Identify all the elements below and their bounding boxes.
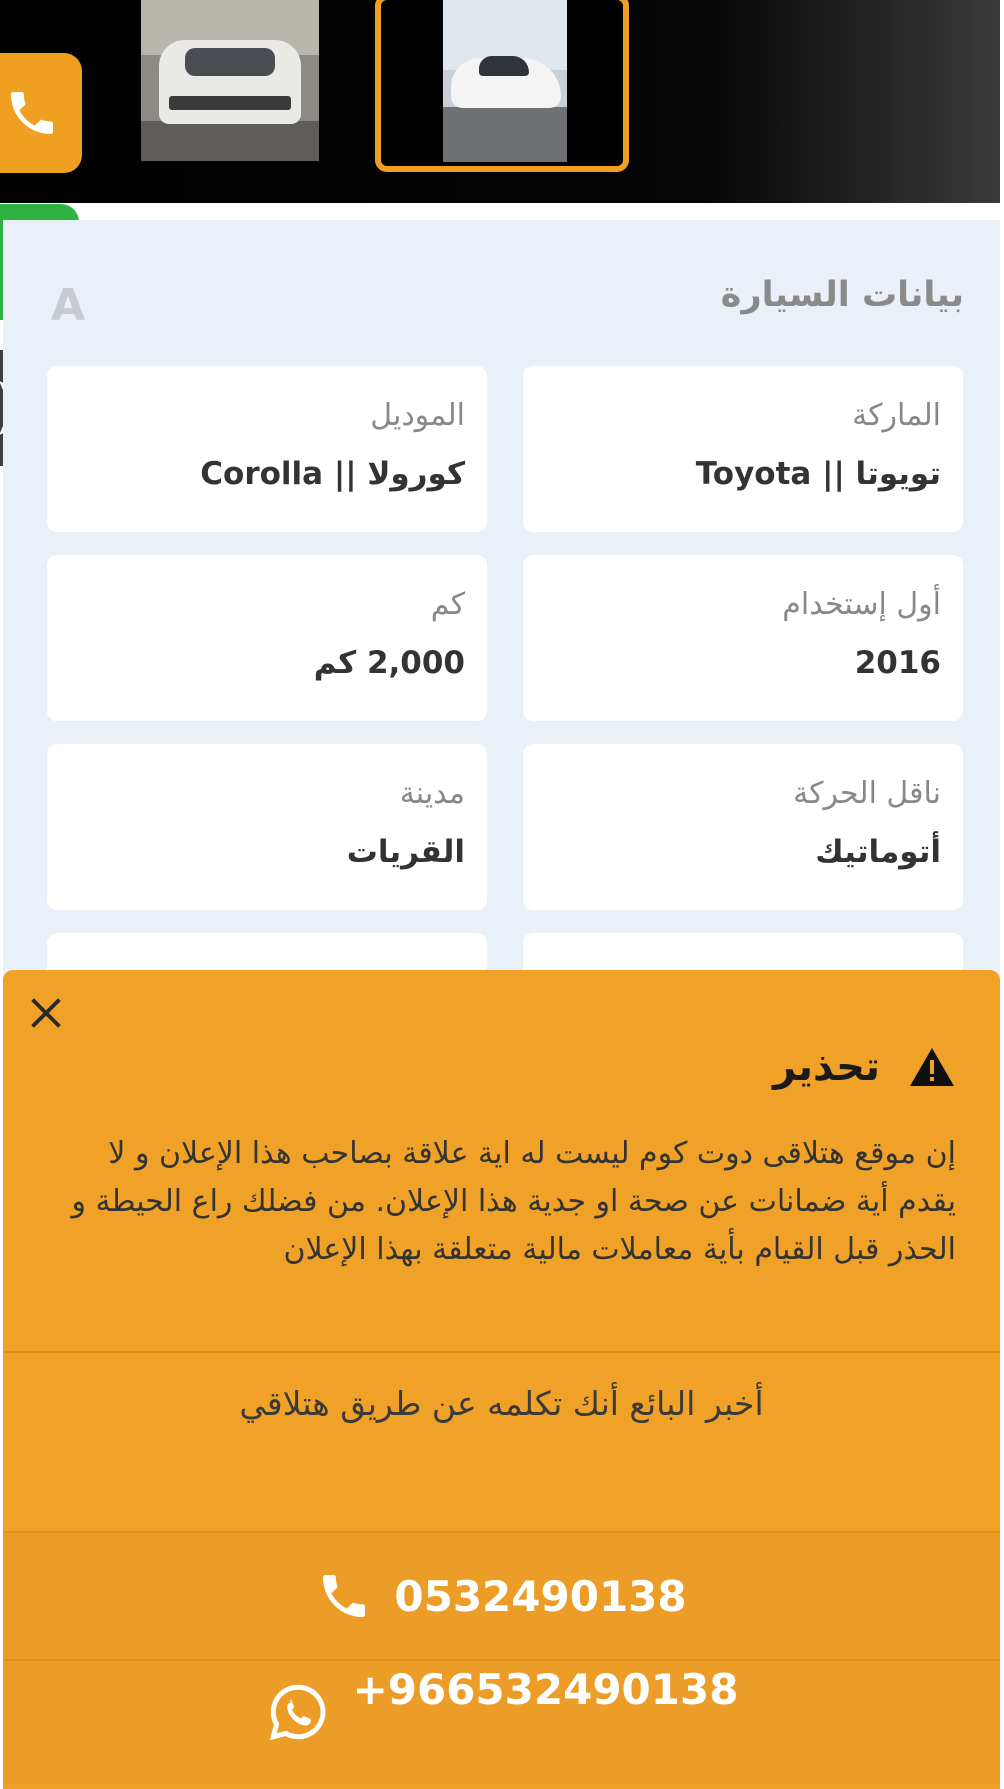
whatsapp-icon — [265, 1679, 331, 1745]
field-value: القريات — [346, 834, 465, 870]
field-label: أول إستخدام — [782, 587, 941, 622]
field-card-city — [47, 744, 487, 910]
field-value: 2016 — [854, 645, 941, 681]
field-label: كم — [430, 587, 465, 622]
field-card-mileage — [47, 555, 487, 721]
warning-sheet — [3, 970, 1000, 1789]
warning-header — [773, 1044, 956, 1090]
image-gallery — [0, 0, 1000, 203]
warning-text: إن موقع هتلاقى دوت كوم ليست له اية علاقة بصاحب هذا الإعلان و لا يقدم أية ضمانات عن صحة او جدية هذا الإعلان. من فضلك راع الحيطة و الحذر قبل القيام بأية معاملات مالية متعلقة بهذا الإعلان — [71, 1136, 956, 1267]
warning-title: تحذير — [773, 1044, 880, 1090]
field-label: مدينة — [399, 776, 465, 811]
field-label: الموديل — [370, 398, 465, 433]
phone-icon — [316, 1568, 372, 1624]
phone-number: 0532490138 — [394, 1571, 687, 1621]
field-value: تويوتا || Toyota — [695, 456, 941, 492]
field-label: الماركة — [852, 398, 941, 433]
phone-icon — [4, 85, 60, 141]
field-value: أتوماتيك — [815, 834, 941, 870]
car-rear-thumbnail[interactable] — [141, 0, 319, 161]
tell-seller-note: أخبر البائع أنك تكلمه عن طريق هتلاقي — [239, 1384, 764, 1423]
field-card-first-use — [523, 555, 963, 721]
field-card-transmission — [523, 744, 963, 910]
faded-letter: A — [51, 280, 86, 331]
whatsapp-seller-button[interactable] — [3, 1661, 1000, 1787]
call-seller-button[interactable] — [3, 1533, 1000, 1659]
warning-triangle-icon — [908, 1046, 956, 1088]
field-card-brand — [523, 366, 963, 532]
section-title: بيانات السيارة — [720, 275, 964, 315]
whatsapp-number: +966532490138 — [352, 1665, 739, 1714]
divider — [3, 1351, 1000, 1353]
field-value: 2,000 كم — [313, 645, 465, 681]
close-icon[interactable] — [23, 990, 69, 1036]
car-front-thumbnail-selected[interactable] — [375, 0, 629, 172]
floating-call-button[interactable] — [0, 53, 82, 173]
car-data-section — [3, 220, 1000, 1010]
field-label: ناقل الحركة — [793, 776, 941, 811]
field-value: كورولا || Corolla — [200, 456, 465, 492]
field-card-model — [47, 366, 487, 532]
